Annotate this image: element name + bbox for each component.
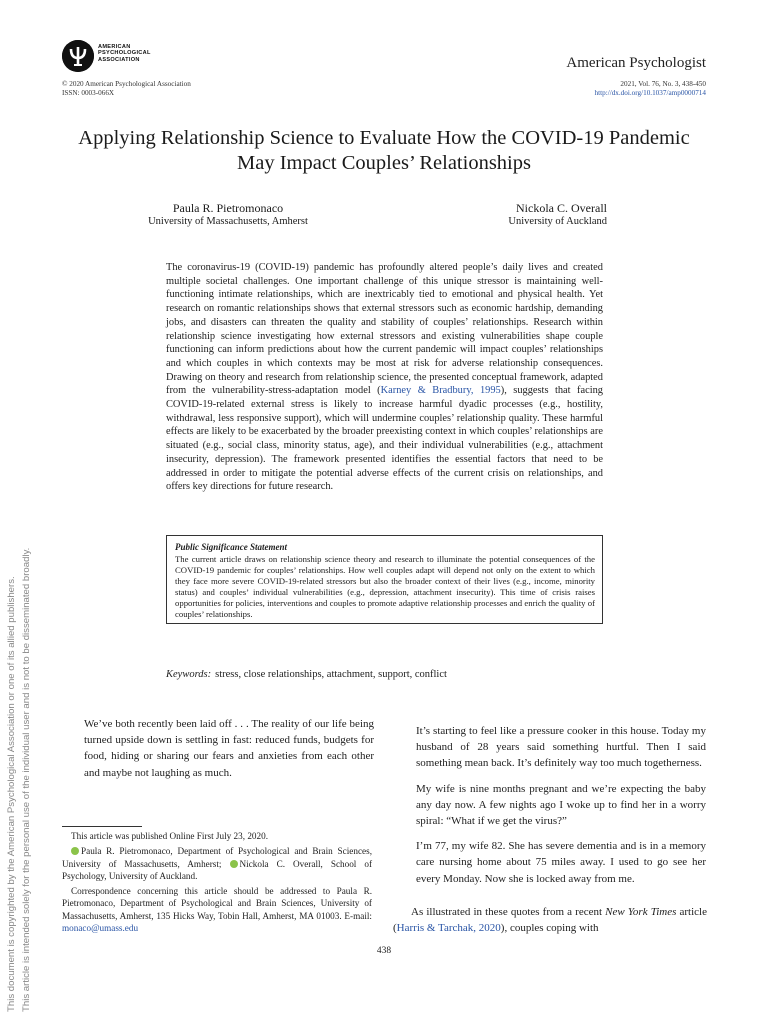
author-affiliation: University of Auckland (508, 216, 607, 227)
quote: My wife is nine months pregnant and we’re expecting the baby any day now. A few nights ago I woke up to find her in a worry spiral: “What if we get the virus?” (416, 782, 706, 828)
author-affiliation: University of Massachusetts, Amherst (148, 216, 308, 227)
copyright-notice-1: This document is copyrighted by the American Psychological Association or one of its allied publishers. (6, 576, 17, 1012)
author-1 (128, 202, 328, 228)
affiliation-note: Paula R. Pietromonaco, Department of Psychological and Brain Sciences, University of Massachusetts, Amherst; Nickola C. Overall, School of Psychology, University of Auckland. (62, 846, 373, 881)
article-title: Applying Relationship Science to Evaluate How the COVID-19 Pandemic May Impact Couples’ Relationships (78, 127, 690, 174)
page-number: 438 (376, 946, 392, 956)
footnote-rule (62, 826, 142, 827)
journal-name: American Psychologist (566, 55, 706, 71)
copyright: © 2020 American Psychological Association (62, 80, 191, 88)
correspondence-note: Correspondence concerning this article should be addressed to Paula R. Pietromonaco, Department of Psychological and Brain Sciences, University of Massachusetts, Amherst, 135 Hicks Way, Tobin Hall, Amherst, MA 01003. E-mail: monaco@umass.edu (62, 886, 372, 934)
keywords-text: stress, close relationships, attachment, support, conflict (215, 669, 447, 680)
quote: It’s starting to feel like a pressure cooker in this house. Today my husband of 28 years said something hurtful. Then I said something mean back. It’s definitely way too much togetherness. (416, 725, 706, 770)
ps-text: The current article draws on relationship science theory and research to illuminate the potential consequences of the COVID-19 pandemic for couples’ relationships. How well couples adapt will depend not only on the extent to which they face more severe COVID-19-related stressors but also the broader context of their lives (e.g., income, minority status) and couples’ individual vulnerabilities (e.g., depression, attachment insecurity). This time of crisis raises opportunities for policies, interventions and couples to promote adaptive relationship processes and enrich the quality of couples’ relationships. (175, 554, 595, 619)
author-name: Paula R. Pietromonaco (172, 201, 284, 215)
quote: I’m 77, my wife 82. She has severe dementia and is in a memory care nursing home about 75 miles away. I used to go see her every Monday. Now she is locked away from me. (416, 840, 706, 885)
author-name: Nickola C. Overall (516, 201, 607, 215)
quotes-right (416, 723, 706, 896)
citation-block (595, 80, 706, 98)
doi-link[interactable]: http://dx.doi.org/10.1037/amp0000714 (594, 89, 706, 97)
published-note: This article was published Online First July 23, 2020. (71, 831, 269, 841)
ps-title: Public Significance Statement (175, 542, 287, 552)
copyright-notice-2: This article is intended solely for the personal use of the individual user and is not to be disseminated broadly. (21, 547, 32, 1012)
orcid-icon[interactable] (71, 847, 79, 855)
email-link[interactable]: monaco@umass.edu (62, 923, 139, 934)
orcid-icon[interactable] (230, 860, 238, 868)
abstract: The coronavirus-19 (COVID-19) pandemic has profoundly altered people’s daily lives and created multiple societal challenges. One important challenge of this unique stressor is maintaining well-functioning intimate relationships, which are inextricably tied to emotional and physical health. Yet research on romantic relationships shows that external stressors such as economic hardship, demanding jobs, and disasters can threaten the quality and stability of couples’ relationships. Research within relationship science investigating how external stressors and existing vulnerabilities shape couple functioning can inform predictions about how the current pandemic will impact couples’ relationships and which couples in which contexts may be most at risk for adverse relationship consequences. Drawing on theory and research from relationship science, the presented conceptual framework, adapted from the vulnerability-stress-adaptation model (Karney & Bradbury, 1995), suggests that facing COVID-19-related external stress is likely to increase harmful dyadic processes (e.g., hostility, withdrawal, less responsive support), which will undermine couples’ relationship quality. These harmful effects are likely to be exacerbated by the broader preexisting context in which couples’ relationships are situated (e.g., social class, minority status, age), and their individual vulnerabilities (e.g., attachment insecurity, depression). The framework presented identifies the essential factors that need to be addressed in order to mitigate the potential adverse effects of the current crisis on relationships, and offers key directions for future research. (166, 262, 604, 493)
public-significance-box (166, 535, 603, 624)
psi-logo-icon (62, 40, 94, 72)
keywords (166, 669, 447, 680)
body-paragraph: As illustrated in these quotes from a recent New York Times article (Harris & Tarchak, 2020), couples coping with (393, 906, 707, 935)
issn: ISSN: 0003-066X (62, 89, 115, 97)
footnotes (62, 830, 372, 937)
citation-link[interactable]: Harris & Tarchak, 2020 (396, 922, 501, 935)
quote-left (84, 716, 374, 781)
citation-link[interactable]: Karney & Bradbury, 1995 (380, 385, 501, 397)
quote: We’ve both recently been laid off . . . The reality of our life being turned upside down is settling in fast: reduced funds, budgets for food, hiding or sharing our fears and anxieties from each other and maybe not laughing as much. (84, 718, 374, 779)
keywords-label: Keywords: (166, 669, 212, 680)
logo-text: AMERICAN PSYCHOLOGICAL ASSOCIATION (98, 44, 151, 63)
apa-logo (62, 40, 182, 74)
copyright-block (62, 80, 191, 98)
volume-citation: 2021, Vol. 76, No. 3, 438-450 (620, 80, 706, 88)
author-2 (407, 202, 607, 228)
